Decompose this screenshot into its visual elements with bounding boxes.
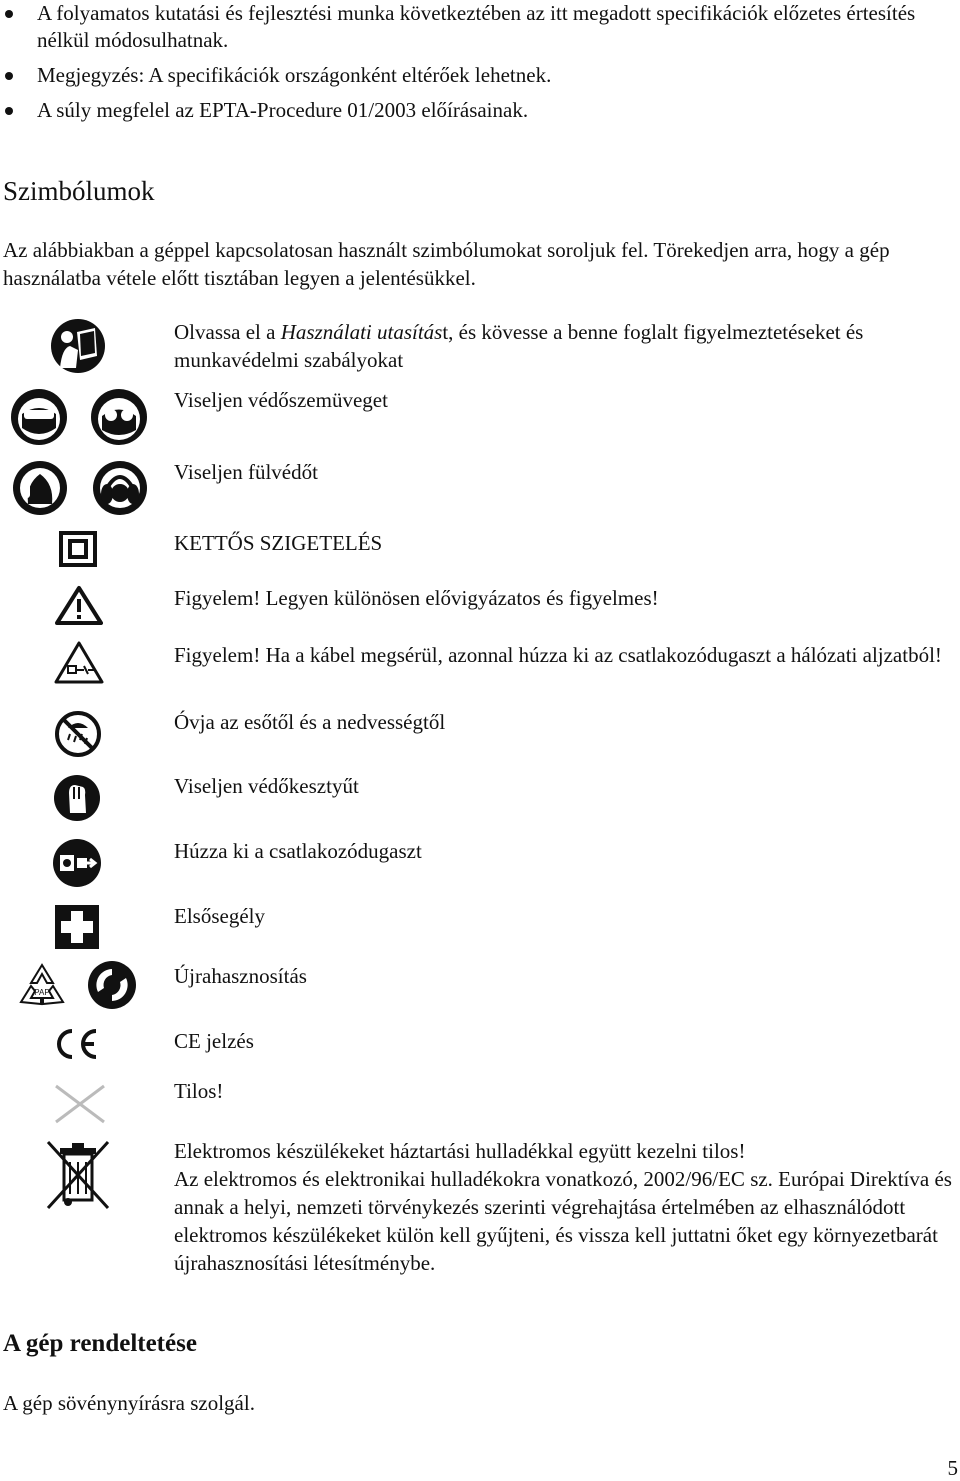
ear-protection-icon	[12, 460, 68, 516]
warning-text: Figyelem! Legyen különösen elővigyázatos és figyelmes!	[174, 586, 659, 610]
bullet-item: A súly megfelel az EPTA-Procedure 01/2003 előírásainak.	[0, 97, 960, 124]
spec-notes-list	[0, 0, 960, 132]
ear-protection-text: Viseljen fülvédőt	[174, 460, 318, 484]
first-aid-icon	[55, 905, 99, 949]
double-insulation-icon	[59, 531, 97, 567]
weee-directive-text: Az elektromos és elektronikai hulladékokra vonatkozó, 2002/96/EC sz. Európai Direktíva és annak a helyi, nemzeti törvénykezés szerinti végrehajtása értelmében az elhasználódott elektromos készülékeket külön kell gyűjteni, és vissza kell juttatni őket egy környezetbarát újrahasznosítási létesítménybe.	[174, 1167, 952, 1275]
crossed-bin-icon	[44, 1138, 112, 1212]
recycle-text: Újrahasznosítás	[174, 964, 307, 988]
unplug-text: Húzza ki a csatlakozódugaszt	[174, 839, 422, 863]
purpose-text: A gép sövénynyírásra szolgál.	[3, 1391, 255, 1415]
green-dot-icon	[86, 960, 138, 1010]
rain-text: Óvja az esőtől és a nedvességtől	[174, 710, 446, 734]
purpose-heading: A gép rendeltetése	[3, 1330, 197, 1357]
first-aid-text: Elsősegély	[174, 904, 265, 928]
goggles-icon	[10, 388, 68, 446]
symbols-heading: Szimbólumok	[3, 176, 155, 206]
recycle-icon	[17, 962, 67, 1008]
no-rain-icon	[54, 710, 102, 758]
ce-mark-icon	[52, 1027, 100, 1061]
safety-glasses-icon	[90, 388, 148, 446]
forbidden-text: Tilos!	[174, 1079, 224, 1103]
warning-triangle-icon	[55, 585, 103, 625]
bullet-item: A folyamatos kutatási és fejlesztési munka következtében az itt megadott specifikációk előzetes értesítés nélkül módosulhatnak.	[0, 0, 960, 54]
ce-text: CE jelzés	[174, 1029, 254, 1053]
double-insulation-text: KETTŐS SZIGETELÉS	[174, 531, 383, 555]
recycle-icon-label: PAP	[34, 988, 50, 997]
unplug-icon	[52, 838, 102, 888]
read-manual-icon	[50, 318, 106, 374]
cable-text: Figyelem! Ha a kábel megsérül, azonnal húzza ki az csatlakozódugaszt a hálózati aljzatból!	[174, 643, 942, 667]
gloves-text: Viseljen védőkesztyűt	[174, 774, 359, 798]
gloves-icon	[53, 773, 101, 823]
page-number: 5	[947, 1456, 958, 1480]
manual-text: Olvassa el a Használati utasítást, és kövesse a benne foglalt figyelmeztetéseket és munkavédelmi szabályokat	[174, 320, 864, 372]
bullet-item: Megjegyzés: A specifikációk országonként eltérőek lehetnek.	[0, 62, 960, 89]
weee-warning-text: Elektromos készülékeket háztartási hulladékkal együtt kezelni tilos!	[174, 1139, 746, 1163]
goggles-text: Viseljen védőszemüveget	[174, 388, 388, 412]
ear-muffs-icon	[92, 460, 148, 516]
forbidden-cross-icon	[52, 1082, 108, 1126]
symbols-intro: Az alábbiakban a géppel kapcsolatosan használt szimbólumokat soroljuk fel. Törekedjen arra, hogy a gép használatba vétele előtt tisztában legyen a jelentésükkel.	[3, 238, 890, 290]
damaged-cable-icon	[54, 640, 104, 684]
